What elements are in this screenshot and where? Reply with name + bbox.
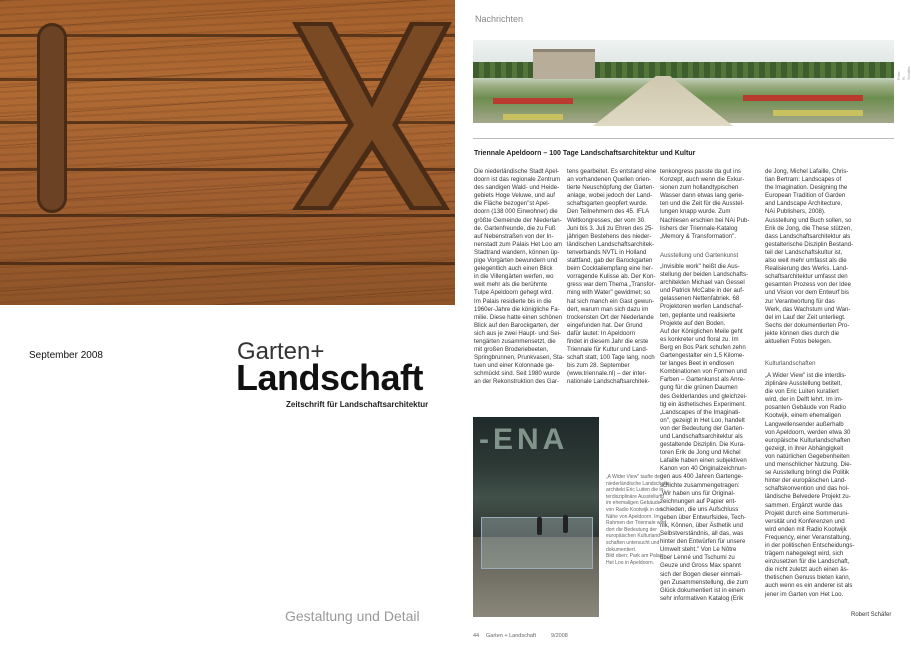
photo-caption: „A Wider View" taufte der niederländische Landschafts- architekt Eric Luiten die in- terdisziplinäre Ausstellung im ehemaligen Gebäude von Radio Kootwijk in der Nähe von Apeldoorn. Im Rahmen der Triennale wird dort die Bedeutung der europäischen Kulturland- schaften untersucht und dokumentiert. Bild oben: Park am Palais Het Loo in Apeldoorn. bbox=[606, 474, 672, 566]
article-column-3b: „Invisible work" heißt die Aus- stellung der beiden Landschafts- architekten Michael van Gessel und Patrick McCabe in der auf- gelassenen Nettenfabriek. 68 Projektoren werfen Landschaf- ten, geplante und realisierte Projekte auf den Boden. Auf der Königlichen Meile geht es konkreter und floral zu. Im Berg en Bos Park schufen zehn Gartengestalter ein 1,5 Kilome- ter langes Beet in endlosen Kombinationen von Formen und Farben – Gartenkunst als Anre- gung für die grünen Daumen des Gelderlandes und gleichzei- tig ein ästhetisches Experiment. „Landscapes of the Imaginati- on", gezeigt in Het Loo, handelt von der Bedeutung der Garten- und Landschaftsarchitektur als gestaltende Disziplin. Die Kura- toren Erik de Jong und Michel Lafaille haben einen subjektiven Kanon von 40 Originalzeichnun- gen aus 400 Jahren Gartenge- schichte zusammengetragen: „Wir haben uns für Original- zeichnungen auf Papier ent- schieden, die uns Aufschluss geben über Entwurfsidee, Tech- nik, Können, über Ästhetik und Selbstverständnis, all das, was hinter den Entwürfen für unsere Umwelt steht." Von Le Nôtre über Lenné und Tschumi zu Geuze und Gross Max spannt sich der Bogen dieser einmali- gen Zusammenstellung, die zum Glück dokumentiert ist in einem sehr informativen Katalog (Erik bbox=[660, 263, 749, 602]
footer-issue: 9/2008 bbox=[551, 633, 568, 639]
carved-i-x-illustration bbox=[0, 0, 455, 305]
author-name: Robert Schäfer bbox=[851, 612, 892, 618]
garden-photo bbox=[473, 40, 894, 123]
page-number: 44 bbox=[473, 633, 480, 639]
page-kicker: Nachrichten bbox=[475, 14, 524, 24]
magazine-title-line1: Garten+ bbox=[237, 338, 325, 365]
article-column-2: tens gearbeitet. Es entstand eine an vorhandenen Quellen orien- tierte Neuschöpfung der Garten- anlage, wobei jedoch der Land- schaftsgarten geopfert wurde. Den Teilnehmern des 45. IFLA Weltkongresses, der vom 30. Juni bis 3. Juli zu Ehren des 25- jährigen Bestehens des nieder- ländischen Landschaftsarchitek- tenverbands NVTL in Holland stattfand, gab der Barockgarten beim Cocktailempfang eine her- vorragende Kulisse ab. Der Kon- gress war dem Thema „Transfor- ming with Water" gewidmet; so hat sich manch ein Gast gewun- dert, warum man sich dazu im trockensten Ort der Niederlande eingefunden hat. Der Grund dafür lautet: In Apeldoorn findet in diesem Jahr die erste Triennale für Kultur und Land- schaft statt, 100 Tage lang, noch bis zum 28. September (www.triennale.nl) – der inter- nationale Landschaftsarchitek- bbox=[567, 168, 657, 386]
magazine-title-line2: Landschaft bbox=[236, 357, 424, 398]
article-column-4: de Jong, Michel Lafaille, Chris- tian Bertram: Landscapes of the Imagination. Designing the European Tradition of Garden and Landscape Architecture, NAi Publishers, 2008). Ausstellung und Buch sollen, so Erik de Jong, die These stützen, dass Landschaftsarchitektur als gestalterische Disziplin Bestand- teil der Landschaftskultur ist, also weit mehr umfasst als die Realisierung des Werks. Land- schaftsarchitektur umfasst den gesamten Prozess von der Idee und Vision vor dem Entwurf bis zur Verantwortung für das Werk, das Wachstum und Wan- del im Lauf der Zeit unterliegt. Sechs der dokumentierten Pro- jekte können dies durch die aktuellen Fotos belegen. bbox=[765, 168, 854, 345]
article-column-3: tenkongress passte da gut ins Konzept, auch wenn die Exkur- sionen zum hollandtypischen Wasser dann etwas lang gerie- ten und die Zeit für die Ausstel- lungen knapp wurde. Zum Nachlesen erschien bei NAi Pub- lishers der Triennale-Katalog „Memory & Transformation". bbox=[660, 168, 750, 240]
magazine-cover bbox=[0, 0, 455, 647]
cover-photo-wood-carving bbox=[0, 0, 455, 305]
exhibition-photo: -ENA bbox=[473, 417, 599, 617]
magazine-subtitle: Zeitschrift für Landschaftsarchitektur bbox=[286, 400, 429, 409]
subhead-ausstellung: Ausstellung und Gartenkunst bbox=[660, 252, 739, 259]
divider bbox=[473, 138, 894, 139]
photo-credit: Foto: R. Schäfer bbox=[896, 66, 911, 80]
article-title: Triennale Apeldoorn – 100 Tage Landschaftsarchitektur und Kultur bbox=[474, 150, 696, 157]
cover-date: September 2008 bbox=[29, 350, 103, 361]
article-column-1: Die niederländische Stadt Apel- doorn ist das regionale Zentrum des sandigen Wald- und Heide- gebiets Hoge Veluwe, und auf die Fläche bezogen"st Apel- doorn (138 000 Einwohner) die größte Gemeinde der Niederlan- de. Gartenfreunde, die zu Fuß auf Nebenstraßen von der In- nenstadt zum Palais Het Loo am Stadtrand wandern, können üp- pige Vorgärten bewundern und gelegentlich auch einen Blick in die Villengärten werfen, wo weit mehr als die berühmte Tulpe Apeldoorn gehegt wird. Im Palais residierte bis in die 1960er-Jahre die königliche Fa- milie. Diese hatte einen schönen Blick auf den Barockgarten, der sich aus je zwei Haupt- und Sei- tengärten zusammensetzt, die mit großen Broderiebeeten, Springbrunnen, Prunkvasen, Sta- tuen und einer Kolonnade ge- schmückt sind. Seit 1980 wurde an der Rekonstruktion des Gar- bbox=[474, 168, 565, 386]
article-column-4b: „A Wider View" ist die interdis- ziplinäre Ausstellung betitelt, die von Eric Luiten kuratiert wird, der in Delft lehrt. Im im- posanten Gebäude von Radio Kootwijk, einem ehemaligen Langwellensender außerhalb von Apeldoorn, werden etwa 30 europäische Kulturlandschaften gezeigt, in ihrer Abhängigkeit von natürlichen Gegebenheiten und menschlicher Nutzung. Die- se Ausstellung bringt die Politik hinter der europäischen Land- schaftskonvention und das hol- ländische Belvedere Projekt zu- sammen. Ergänzt wurde das Projekt durch eine Sommeruni- versität und Konferenzen und wird enden mit Radio Kootwijk Frequency, einer Veranstaltung, in der politischen Entscheidungs- trägern nahegelegt wird, sich einzusetzen für die Landschaft, die nicht zuletzt auch einen äs- thetischen Genuss bieten kann, auch wenn es ein anderer ist als jener im Garten von Het Loo. bbox=[765, 372, 855, 598]
footer-magazine: Garten + Landschaft bbox=[486, 633, 536, 639]
subhead-kulturlandschaften: Kulturlandschaften bbox=[765, 360, 816, 367]
cover-section-title: Gestaltung und Detail bbox=[285, 608, 420, 624]
